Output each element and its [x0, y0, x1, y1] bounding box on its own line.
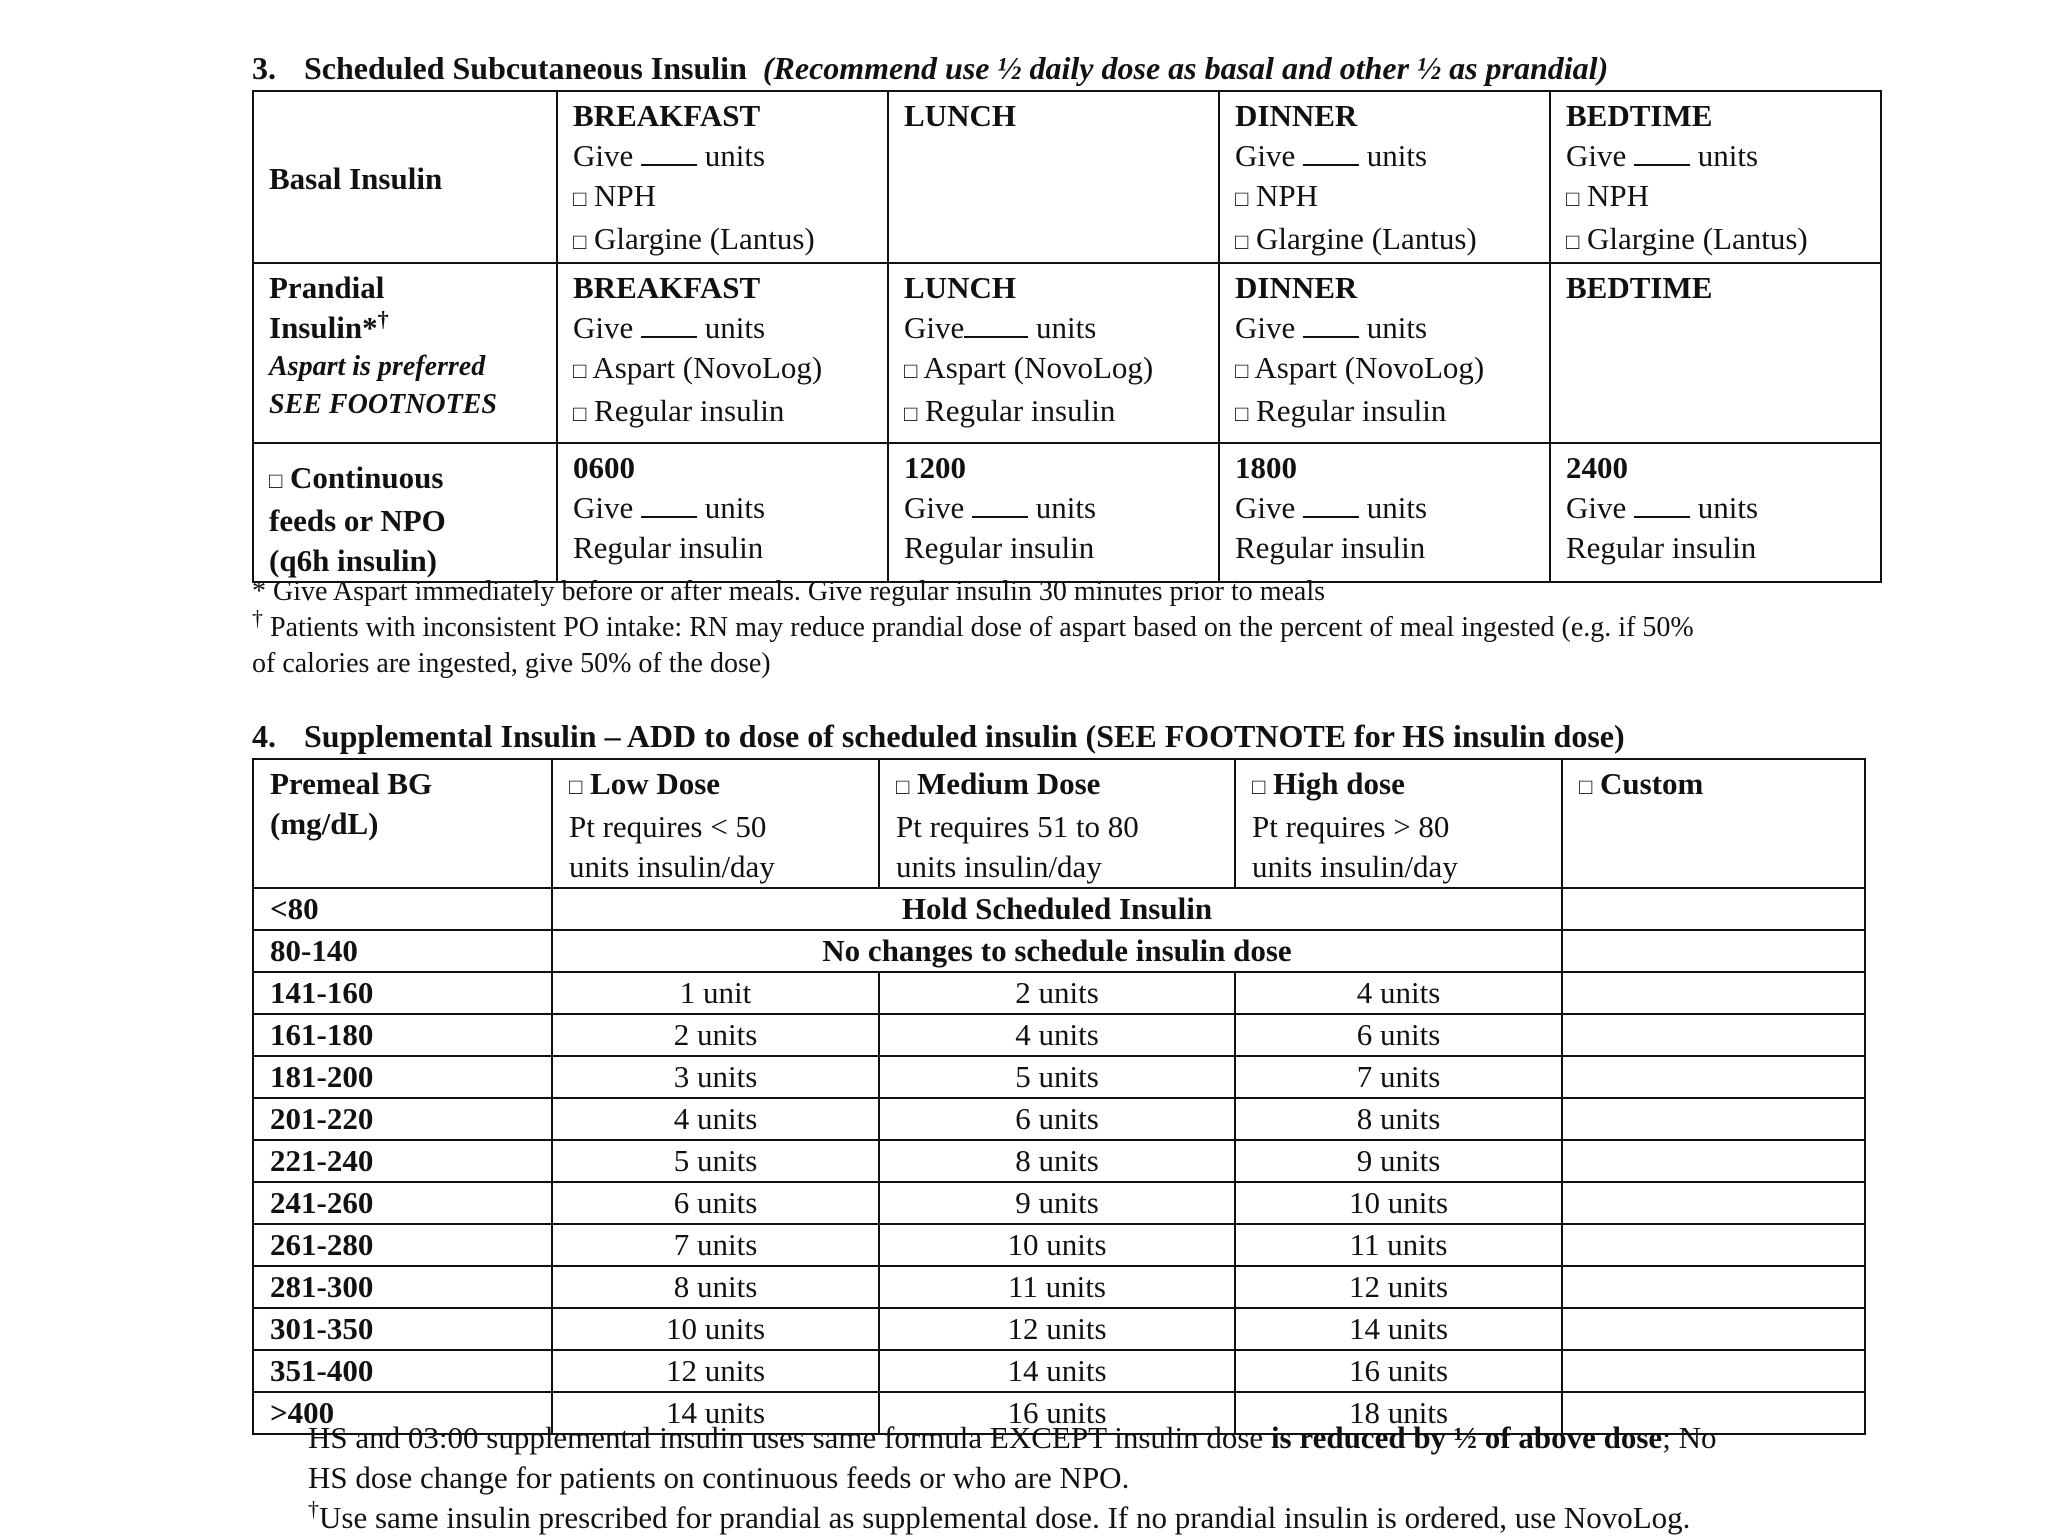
continuous-label-1: Continuous: [290, 460, 444, 495]
continuous-option: [269, 458, 541, 501]
custom-dose-cell[interactable]: [1562, 1224, 1865, 1266]
no-change-bg: 80-140: [253, 930, 552, 972]
continuous-0600-time: 0600: [573, 450, 635, 485]
medium-dose-cell: 10 units: [879, 1224, 1235, 1266]
basal-dinner-give: Give: [1235, 138, 1296, 173]
section-3-footnote-1: * Give Aspart immediately before or after meals. Give regular insulin 30 minutes prior to meals: [252, 576, 1326, 607]
custom-dose-cell[interactable]: [1562, 1098, 1865, 1140]
section-3-footnote-2b: of calories are ingested, give 50% of the dose): [252, 648, 771, 679]
checkbox-icon: □: [1235, 186, 1249, 211]
medium-dose-cell: 4 units: [879, 1014, 1235, 1056]
basal-breakfast-glargine-option[interactable]: [573, 219, 872, 262]
hs-note-1-end: ; No: [1662, 1420, 1717, 1455]
prandial-lunch-aspart-option[interactable]: [904, 348, 1203, 391]
scheduled-insulin-table: [252, 90, 1882, 583]
basal-breakfast-units-blank[interactable]: [641, 140, 697, 166]
prandial-row: [253, 263, 1881, 443]
custom-option[interactable]: [1579, 764, 1848, 807]
basal-dinner-title: DINNER: [1235, 98, 1358, 133]
basal-breakfast-give: Give: [573, 138, 634, 173]
continuous-0600-units-blank[interactable]: [641, 492, 697, 518]
checkbox-icon: □: [569, 774, 583, 799]
low-dose-cell: 3 units: [552, 1056, 879, 1098]
prandial-bedtime-title: BEDTIME: [1566, 270, 1713, 305]
prandial-lunch-regular-label: Regular insulin: [925, 393, 1116, 428]
high-dose-cell: 8 units: [1235, 1098, 1562, 1140]
section-3-number: 3.: [252, 50, 276, 86]
prandial-dinner-title: DINNER: [1235, 270, 1358, 305]
hs-note-2: HS dose change for patients on continuous feeds or who are NPO.: [308, 1460, 1130, 1495]
basal-breakfast-nph-option[interactable]: [573, 176, 872, 219]
checkbox-icon: □: [269, 468, 283, 493]
basal-dinner-units-blank[interactable]: [1303, 140, 1359, 166]
table-row: [253, 1266, 1865, 1308]
bg-range-cell: 301-350: [253, 1308, 552, 1350]
table-row: [253, 1140, 1865, 1182]
basal-bedtime-nph-label: NPH: [1587, 178, 1650, 213]
section-4-heading: [252, 718, 1625, 754]
continuous-1800-time: 1800: [1235, 450, 1297, 485]
prandial-dinner-regular-option[interactable]: [1235, 391, 1534, 434]
custom-header: [1562, 759, 1865, 888]
basal-breakfast-nph-label: NPH: [594, 178, 657, 213]
medium-dose-line-1: Pt requires 51 to 80: [896, 809, 1139, 844]
prandial-dinner-units: units: [1366, 310, 1428, 345]
prandial-lunch-units-blank[interactable]: [964, 312, 1028, 338]
medium-dose-cell: 12 units: [879, 1308, 1235, 1350]
high-dose-cell: 9 units: [1235, 1140, 1562, 1182]
continuous-0600-units: units: [704, 490, 766, 525]
prandial-lunch-cell: [888, 263, 1219, 443]
prandial-breakfast-give: Give: [573, 310, 634, 345]
prandial-breakfast-regular-label: Regular insulin: [594, 393, 785, 428]
basal-breakfast-glargine-label: Glargine (Lantus): [594, 221, 815, 256]
prandial-lunch-regular-option[interactable]: [904, 391, 1203, 434]
checkbox-icon: □: [904, 401, 918, 426]
checkbox-icon: □: [1252, 774, 1266, 799]
table-row: [253, 1098, 1865, 1140]
continuous-label-cell[interactable]: [253, 443, 557, 582]
prandial-breakfast-units-blank[interactable]: [641, 312, 697, 338]
continuous-2400-units-blank[interactable]: [1634, 492, 1690, 518]
basal-bedtime-glargine-label: Glargine (Lantus): [1587, 221, 1808, 256]
low-dose-cell: 4 units: [552, 1098, 879, 1140]
checkbox-icon: □: [573, 401, 587, 426]
table-row: [253, 1056, 1865, 1098]
basal-breakfast-units: units: [704, 138, 766, 173]
continuous-2400-type: Regular insulin: [1566, 530, 1757, 565]
checkbox-icon: □: [573, 186, 587, 211]
low-dose-title: Low Dose: [590, 766, 721, 801]
table-row: [253, 1308, 1865, 1350]
low-dose-cell: 10 units: [552, 1308, 879, 1350]
section-3-heading: [252, 50, 1608, 86]
continuous-label-2: feeds or NPO: [269, 503, 446, 538]
bg-range-cell: 161-180: [253, 1014, 552, 1056]
basal-dinner-units: units: [1366, 138, 1428, 173]
dagger-mark: †: [308, 1496, 319, 1522]
prandial-breakfast-units: units: [704, 310, 766, 345]
continuous-1200-cell: [888, 443, 1219, 582]
prandial-lunch-title: LUNCH: [904, 270, 1016, 305]
medium-dose-cell: 8 units: [879, 1140, 1235, 1182]
checkbox-icon: □: [1235, 229, 1249, 254]
low-dose-cell: 1 unit: [552, 972, 879, 1014]
supplemental-header-row: [253, 759, 1865, 888]
basal-lunch-cell: [888, 91, 1219, 263]
basal-bedtime-cell: [1550, 91, 1881, 263]
continuous-1800-units: units: [1366, 490, 1428, 525]
prandial-lunch-units: units: [1036, 310, 1097, 345]
basal-bedtime-give: Give: [1566, 138, 1627, 173]
premeal-bg-label: Premeal BG: [270, 766, 433, 801]
basal-breakfast-cell: [557, 91, 888, 263]
section-3-footnote-2a: [252, 605, 1694, 646]
checkbox-icon: □: [1566, 186, 1580, 211]
prandial-note-1: Aspart is preferred: [269, 351, 486, 382]
table-row: [253, 1224, 1865, 1266]
basal-dinner-glargine-label: Glargine (Lantus): [1256, 221, 1477, 256]
high-dose-cell: 18 units: [1235, 1392, 1562, 1434]
continuous-1800-type: Regular insulin: [1235, 530, 1426, 565]
high-dose-cell: 7 units: [1235, 1056, 1562, 1098]
basal-bedtime-title: BEDTIME: [1566, 98, 1713, 133]
medium-dose-cell: 5 units: [879, 1056, 1235, 1098]
no-change-custom-cell[interactable]: [1562, 930, 1865, 972]
no-change-row: [253, 930, 1865, 972]
custom-dose-cell[interactable]: [1562, 1140, 1865, 1182]
basal-bedtime-units-blank[interactable]: [1634, 140, 1690, 166]
low-dose-cell: 6 units: [552, 1182, 879, 1224]
checkbox-icon: □: [573, 229, 587, 254]
high-dose-line-1: Pt requires > 80: [1252, 809, 1450, 844]
checkbox-icon: □: [904, 358, 918, 383]
checkbox-icon: □: [1235, 401, 1249, 426]
prandial-breakfast-regular-option[interactable]: [573, 391, 872, 434]
custom-dose-cell[interactable]: [1562, 1350, 1865, 1392]
prandial-breakfast-aspart-label: Aspart (NovoLog): [592, 350, 823, 385]
prandial-dinner-units-blank[interactable]: [1303, 312, 1359, 338]
prandial-dinner-aspart-option[interactable]: [1235, 348, 1534, 391]
high-dose-cell: 14 units: [1235, 1308, 1562, 1350]
prandial-label-2: Insulin*: [269, 310, 378, 345]
basal-dinner-nph-label: NPH: [1256, 178, 1319, 213]
checkbox-icon: □: [1566, 229, 1580, 254]
prandial-lunch-aspart-label: Aspart (NovoLog): [923, 350, 1154, 385]
high-dose-cell: 6 units: [1235, 1014, 1562, 1056]
medium-dose-cell: 16 units: [879, 1392, 1235, 1434]
high-dose-cell: 10 units: [1235, 1182, 1562, 1224]
custom-dose-cell[interactable]: [1562, 1308, 1865, 1350]
high-dose-cell: 11 units: [1235, 1224, 1562, 1266]
dagger-mark: †: [252, 605, 263, 631]
medium-dose-cell: 2 units: [879, 972, 1235, 1014]
dose-rows: [253, 972, 1865, 1434]
continuous-row: [253, 443, 1881, 582]
hold-text: Hold Scheduled Insulin: [552, 888, 1562, 930]
high-dose-cell: 16 units: [1235, 1350, 1562, 1392]
hold-bg: <80: [253, 888, 552, 930]
prandial-dinner-aspart-label: Aspart (NovoLog): [1254, 350, 1485, 385]
prandial-label-cell: [253, 263, 557, 443]
basal-breakfast-title: BREAKFAST: [573, 98, 761, 133]
prandial-label-1: Prandial: [269, 270, 385, 305]
low-dose-option[interactable]: [569, 764, 862, 807]
continuous-2400-cell: [1550, 443, 1881, 582]
continuous-1800-cell: [1219, 443, 1550, 582]
continuous-1200-type: Regular insulin: [904, 530, 1095, 565]
bg-range-cell: 221-240: [253, 1140, 552, 1182]
bg-range-cell: 351-400: [253, 1350, 552, 1392]
continuous-0600-type: Regular insulin: [573, 530, 764, 565]
continuous-1200-time: 1200: [904, 450, 966, 485]
continuous-1200-give: Give: [904, 490, 965, 525]
prandial-note-2: SEE FOOTNOTES: [269, 389, 497, 420]
custom-dose-cell[interactable]: [1562, 1182, 1865, 1224]
checkbox-icon: □: [573, 358, 587, 383]
low-dose-line-2: units insulin/day: [569, 849, 775, 884]
custom-dose-cell[interactable]: [1562, 1056, 1865, 1098]
continuous-2400-units: units: [1697, 490, 1759, 525]
low-dose-cell: 5 units: [552, 1140, 879, 1182]
basal-label: Basal Insulin: [253, 91, 557, 263]
bg-range-cell: 281-300: [253, 1266, 552, 1308]
high-dose-title: High dose: [1273, 766, 1405, 801]
continuous-1800-give: Give: [1235, 490, 1296, 525]
prandial-dinner-regular-label: Regular insulin: [1256, 393, 1447, 428]
prandial-breakfast-title: BREAKFAST: [573, 270, 761, 305]
custom-dose-cell[interactable]: [1562, 1014, 1865, 1056]
basal-row: [253, 91, 1881, 263]
high-dose-cell: 12 units: [1235, 1266, 1562, 1308]
high-dose-header: [1235, 759, 1562, 888]
dagger-mark: †: [377, 306, 389, 332]
section-3-footnote-2a-text: Patients with inconsistent PO intake: RN may reduce prandial dose of aspart based on the percent of meal ingested (e.g. if 50%: [263, 612, 1694, 643]
medium-dose-cell: 14 units: [879, 1350, 1235, 1392]
prandial-lunch-give: Give: [904, 310, 965, 345]
low-dose-cell: 14 units: [552, 1392, 879, 1434]
prandial-breakfast-aspart-option[interactable]: [573, 348, 872, 391]
medium-dose-title: Medium Dose: [917, 766, 1101, 801]
high-dose-line-2: units insulin/day: [1252, 849, 1458, 884]
section-4-title: Supplemental Insulin – ADD to dose of scheduled insulin (SEE FOOTNOTE for HS insulin dose): [304, 718, 1625, 754]
prandial-bedtime-cell: [1550, 263, 1881, 443]
medium-dose-cell: 6 units: [879, 1098, 1235, 1140]
hs-note-1-text: HS and 03:00 supplemental insulin uses same formula EXCEPT insulin dose: [308, 1420, 1271, 1455]
prandial-breakfast-cell: [557, 263, 888, 443]
continuous-0600-cell: [557, 443, 888, 582]
high-dose-option[interactable]: [1252, 764, 1545, 807]
continuous-1200-units: units: [1035, 490, 1097, 525]
table-row: [253, 1182, 1865, 1224]
continuous-1200-units-blank[interactable]: [972, 492, 1028, 518]
premeal-bg-header: [253, 759, 552, 888]
checkbox-icon: □: [1579, 774, 1593, 799]
table-row: [253, 972, 1865, 1014]
medium-dose-option[interactable]: [896, 764, 1218, 807]
hold-custom-cell[interactable]: [1562, 888, 1865, 930]
bg-range-cell: 141-160: [253, 972, 552, 1014]
bg-range-cell: 181-200: [253, 1056, 552, 1098]
basal-lunch-title: LUNCH: [904, 98, 1016, 133]
continuous-label-3: (q6h insulin): [269, 543, 438, 578]
continuous-2400-give: Give: [1566, 490, 1627, 525]
low-dose-header: [552, 759, 879, 888]
high-dose-cell: 4 units: [1235, 972, 1562, 1014]
custom-dose-cell[interactable]: [1562, 1266, 1865, 1308]
no-change-text: No changes to schedule insulin dose: [552, 930, 1562, 972]
low-dose-cell: 7 units: [552, 1224, 879, 1266]
checkbox-icon: □: [1235, 358, 1249, 383]
section-3-title: Scheduled Subcutaneous Insulin: [304, 50, 747, 86]
low-dose-cell: 8 units: [552, 1266, 879, 1308]
low-dose-cell: 12 units: [552, 1350, 879, 1392]
continuous-1800-units-blank[interactable]: [1303, 492, 1359, 518]
checkbox-icon: □: [896, 774, 910, 799]
basal-dinner-cell: [1219, 91, 1550, 263]
section-4-number: 4.: [252, 718, 276, 754]
bg-range-cell: 261-280: [253, 1224, 552, 1266]
hs-note-3-text: Use same insulin prescribed for prandial as supplemental dose. If no prandial insulin is ordered, use NovoLog.: [319, 1500, 1691, 1535]
continuous-0600-give: Give: [573, 490, 634, 525]
hs-note-1-bold: is reduced by ½ of above dose: [1270, 1420, 1663, 1455]
continuous-2400-time: 2400: [1566, 450, 1628, 485]
bg-range-cell: >400: [253, 1392, 552, 1434]
medium-dose-cell: 9 units: [879, 1182, 1235, 1224]
section-3-subtitle: (Recommend use ½ daily dose as basal and other ½ as prandial): [762, 50, 1609, 86]
hs-note-1: [308, 1418, 1716, 1458]
medium-dose-header: [879, 759, 1235, 888]
prandial-dinner-give: Give: [1235, 310, 1296, 345]
basal-bedtime-nph-option[interactable]: [1566, 176, 1865, 219]
custom-dose-cell[interactable]: [1562, 972, 1865, 1014]
supplemental-insulin-table: [252, 758, 1866, 1435]
basal-dinner-nph-option[interactable]: [1235, 176, 1534, 219]
medium-dose-line-2: units insulin/day: [896, 849, 1102, 884]
basal-bedtime-glargine-option[interactable]: [1566, 219, 1865, 262]
hold-row: [253, 888, 1865, 930]
basal-bedtime-units: units: [1697, 138, 1759, 173]
table-row: [253, 1014, 1865, 1056]
custom-title: Custom: [1600, 766, 1704, 801]
basal-dinner-glargine-option[interactable]: [1235, 219, 1534, 262]
low-dose-line-1: Pt requires < 50: [569, 809, 767, 844]
hs-note-3: [308, 1498, 1690, 1538]
medium-dose-cell: 11 units: [879, 1266, 1235, 1308]
bg-range-cell: 201-220: [253, 1098, 552, 1140]
bg-range-cell: 241-260: [253, 1182, 552, 1224]
premeal-bg-unit: (mg/dL): [270, 806, 379, 841]
low-dose-cell: 2 units: [552, 1014, 879, 1056]
table-row: [253, 1350, 1865, 1392]
prandial-dinner-cell: [1219, 263, 1550, 443]
